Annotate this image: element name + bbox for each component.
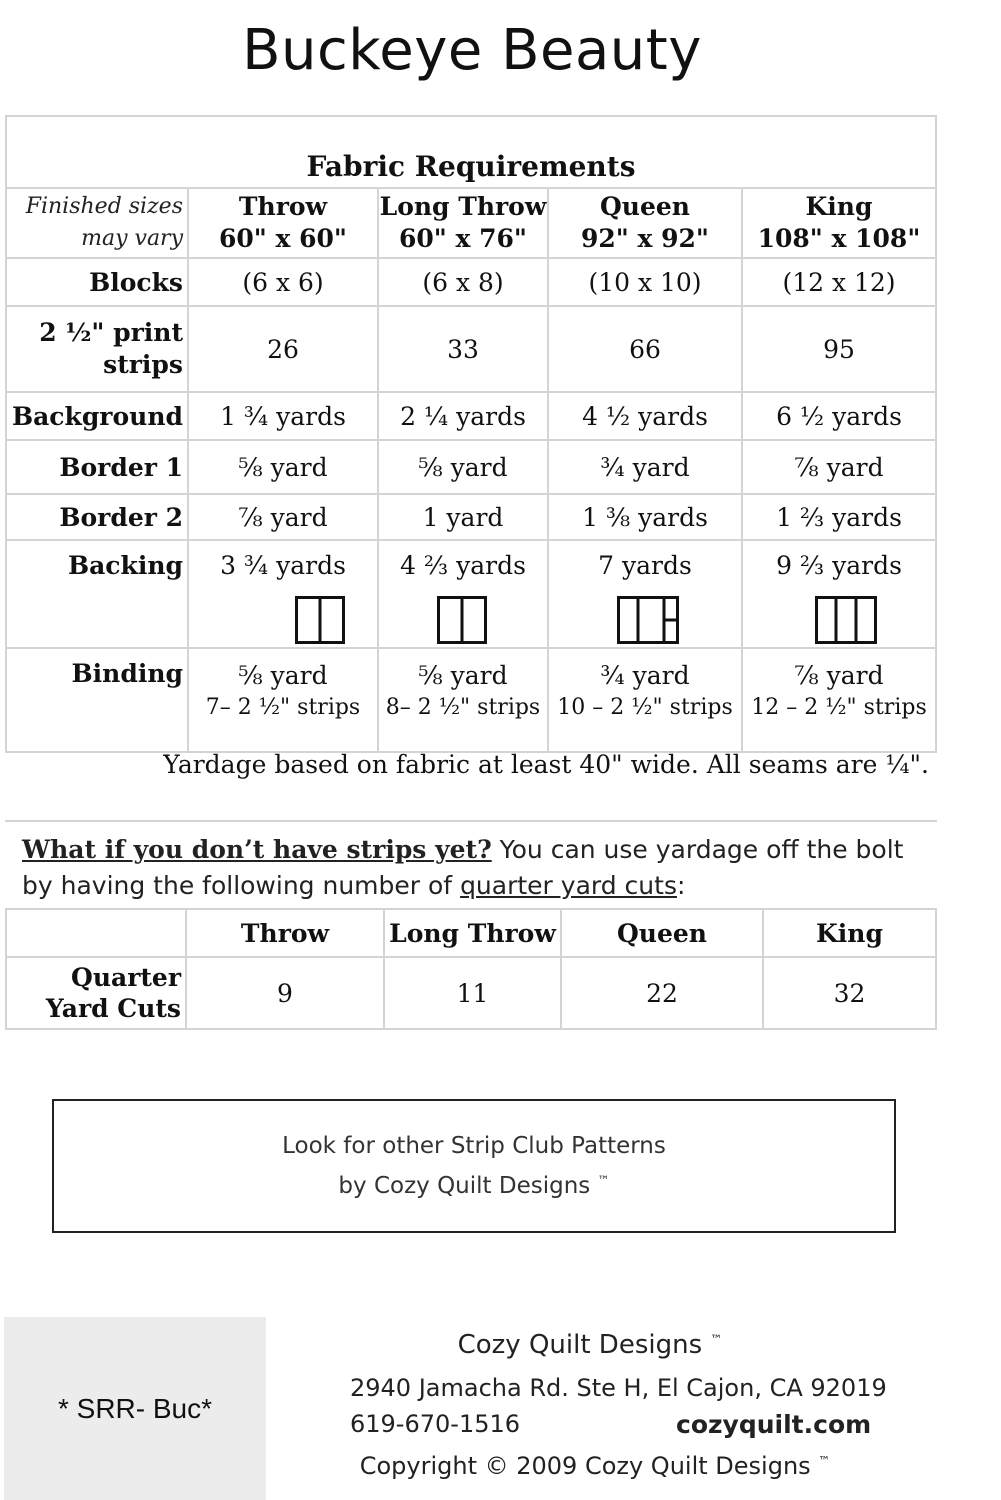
table-cell: ⅞ yard <box>742 440 936 494</box>
qyc-header-king: King <box>763 909 936 957</box>
qyc-header-queen: Queen <box>561 909 763 957</box>
border1-row <box>6 440 936 494</box>
size-name: Throw <box>238 191 328 221</box>
table-cell: 66 <box>548 306 742 392</box>
section-divider <box>5 820 937 822</box>
size-header-queen <box>548 188 742 258</box>
strips-label-line2: strips <box>103 350 183 379</box>
yardage-note: Yardage based on fabric at least 40" wide. All seams are ¼". <box>163 750 929 779</box>
size-header-throw <box>188 188 378 258</box>
qyc-header-throw: Throw <box>186 909 384 957</box>
binding-strips: 7– 2 ½" strips <box>205 694 361 720</box>
backing-3-panel-icon <box>815 596 877 644</box>
table-cell: (12 x 12) <box>742 258 936 306</box>
table-cell: 1 ⅔ yards <box>742 494 936 540</box>
trademark-mark: ™ <box>710 1332 723 1347</box>
quarter-yard-cuts-table <box>5 908 937 1030</box>
table-cell: 2 ¼ yards <box>378 392 548 440</box>
binding-strips: 10 – 2 ½" strips <box>557 694 733 720</box>
fabric-requirements-heading: Fabric Requirements <box>6 116 936 188</box>
binding-yardage: ⅝ yard <box>418 661 508 690</box>
table-cell: 1 ⅜ yards <box>548 494 742 540</box>
row-label-background: Background <box>6 392 188 440</box>
table-cell: (6 x 8) <box>378 258 548 306</box>
empty-header-cell <box>6 909 186 957</box>
size-name: King <box>805 191 873 221</box>
table-cell: 11 <box>384 957 561 1029</box>
table-cell: ¾ yard <box>548 440 742 494</box>
backing-row <box>6 540 936 648</box>
fabric-requirements-table <box>5 115 937 753</box>
what-if-text: You can use yardage off the bolt by having the following number of <box>22 835 904 900</box>
qyc-label-line2: Yard Cuts <box>45 994 181 1023</box>
size-header-king <box>742 188 936 258</box>
finished-sizes-line1: Finished sizes <box>25 194 183 220</box>
page-title: Buckeye Beauty <box>242 18 702 83</box>
row-label-border-2: Border 2 <box>6 494 188 540</box>
backing-3-panel-icon <box>617 596 679 644</box>
table-cell: 4 ½ yards <box>548 392 742 440</box>
size-name: Long Throw <box>379 191 547 221</box>
blocks-row <box>6 258 936 306</box>
what-if-question: What if you don’t have strips yet? <box>22 835 492 864</box>
copyright <box>270 1452 920 1480</box>
table-cell: 22 <box>561 957 763 1029</box>
row-label-blocks: Blocks <box>6 258 188 306</box>
quarter-yard-cuts-phrase: quarter yard cuts <box>460 871 677 900</box>
table-cell: 9 <box>186 957 384 1029</box>
promo-line2-text: by Cozy Quilt Designs <box>338 1173 591 1199</box>
table-cell <box>378 648 548 752</box>
backing-yardage: 9 ⅔ yards <box>776 551 902 580</box>
table-cell: 95 <box>742 306 936 392</box>
table-cell <box>548 540 742 648</box>
size-dims: 60" x 60" <box>219 224 347 253</box>
trademark-mark: ™ <box>818 1454 831 1468</box>
table-cell <box>742 540 936 648</box>
table-cell: ⅞ yard <box>188 494 378 540</box>
table-cell <box>188 540 378 648</box>
size-dims: 92" x 92" <box>581 224 709 253</box>
table-cell: 6 ½ yards <box>742 392 936 440</box>
backing-2-panel-icon <box>295 596 345 644</box>
finished-sizes-label <box>6 188 188 258</box>
company-website-link[interactable]: cozyquilt.com <box>676 1410 872 1439</box>
row-label-border-1: Border 1 <box>6 440 188 494</box>
table-cell: ⅝ yard <box>378 440 548 494</box>
table-cell: 32 <box>763 957 936 1029</box>
row-label-backing: Backing <box>6 540 188 648</box>
table-cell: 26 <box>188 306 378 392</box>
what-if-paragraph <box>22 832 922 904</box>
backing-yardage: 4 ⅔ yards <box>400 551 526 580</box>
company-name <box>260 1330 920 1360</box>
strips-label-line1: 2 ½" print <box>39 317 183 347</box>
binding-yardage: ¾ yard <box>600 661 690 690</box>
promo-line1: Look for other Strip Club Patterns <box>282 1133 666 1159</box>
table-cell <box>548 648 742 752</box>
border2-row <box>6 494 936 540</box>
trademark-mark: ™ <box>597 1173 610 1188</box>
backing-2-panel-icon <box>437 596 487 644</box>
table-cell <box>378 540 548 648</box>
size-header-long-throw <box>378 188 548 258</box>
size-dims: 60" x 76" <box>399 224 527 253</box>
size-name: Queen <box>600 191 690 221</box>
contact-row <box>300 1410 920 1440</box>
binding-row <box>6 648 936 752</box>
table-cell <box>188 648 378 752</box>
company-address: 2940 Jamacha Rd. Ste H, El Cajon, CA 92019 <box>350 1374 887 1402</box>
qyc-label-line1: Quarter <box>71 962 181 992</box>
size-dims: 108" x 108" <box>757 224 921 253</box>
binding-yardage: ⅝ yard <box>238 661 328 690</box>
binding-yardage: ⅞ yard <box>794 661 884 690</box>
table-cell: 33 <box>378 306 548 392</box>
row-label-print-strips <box>6 306 188 392</box>
footer <box>300 1330 920 1480</box>
table-cell: 1 yard <box>378 494 548 540</box>
qyc-header-long-throw: Long Throw <box>384 909 561 957</box>
table-cell: ⅝ yard <box>188 440 378 494</box>
finished-sizes-line2: may vary <box>81 226 183 251</box>
company-name-text: Cozy Quilt Designs <box>457 1330 703 1360</box>
background-row <box>6 392 936 440</box>
backing-yardage: 3 ¾ yards <box>220 551 346 580</box>
row-label-quarter-yard-cuts <box>6 957 186 1029</box>
what-if-colon: : <box>676 871 686 900</box>
promo-box <box>52 1099 896 1233</box>
backing-yardage: 7 yards <box>598 551 692 580</box>
binding-strips: 12 – 2 ½" strips <box>751 694 927 720</box>
copyright-text: Copyright © 2009 Cozy Quilt Designs <box>359 1452 811 1480</box>
sku-label: * SRR- Buc* <box>4 1317 266 1500</box>
promo-line2 <box>54 1173 894 1199</box>
table-cell <box>742 648 936 752</box>
company-phone: 619-670-1516 <box>350 1410 521 1438</box>
binding-strips: 8– 2 ½" strips <box>385 694 541 720</box>
table-cell: 1 ¾ yards <box>188 392 378 440</box>
table-cell: (10 x 10) <box>548 258 742 306</box>
table-cell: (6 x 6) <box>188 258 378 306</box>
strips-row <box>6 306 936 392</box>
row-label-binding: Binding <box>6 648 188 752</box>
